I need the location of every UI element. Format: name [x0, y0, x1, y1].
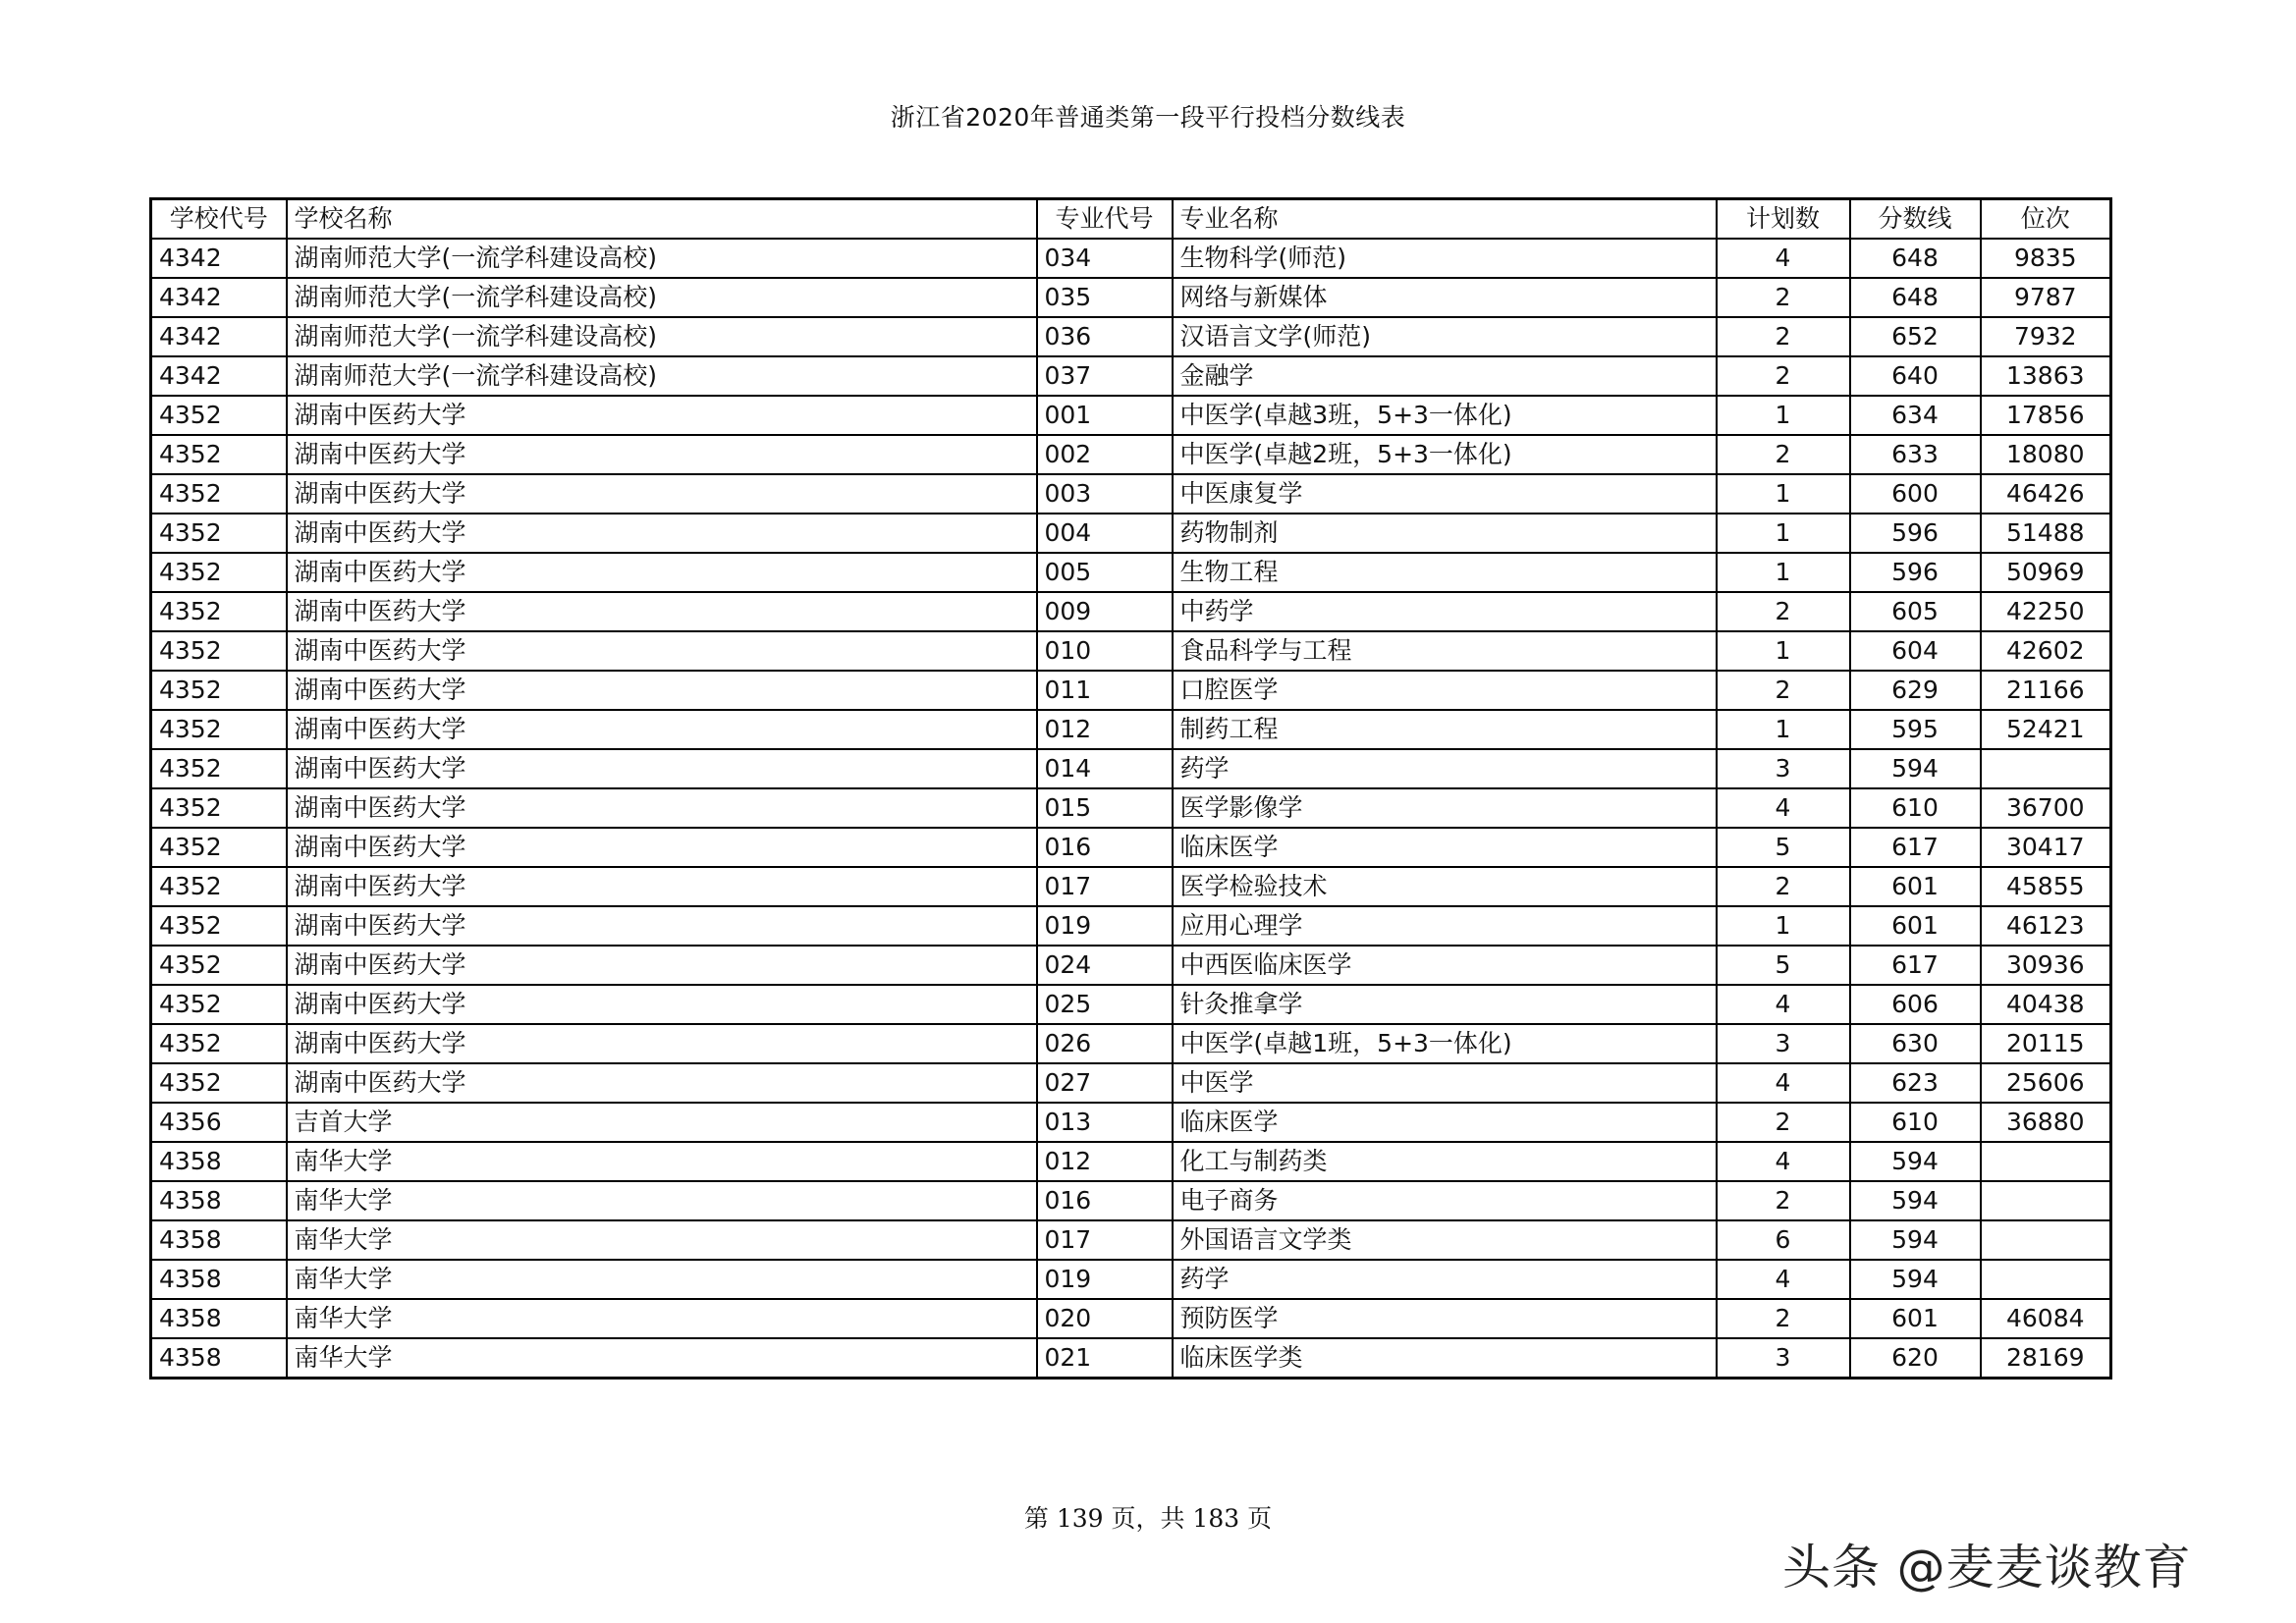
plan-count-cell: 4 [1717, 788, 1850, 828]
plan-count-cell: 4 [1717, 239, 1850, 278]
table-body [151, 239, 2111, 1379]
school-name-cell: 湖南中医药大学 [287, 553, 1037, 592]
major-name-cell: 中西医临床医学 [1173, 946, 1717, 985]
school-code-cell: 4358 [151, 1142, 287, 1181]
major-code-cell: 005 [1037, 553, 1173, 592]
major-name-cell: 临床医学 [1173, 1103, 1717, 1142]
plan-count-cell: 1 [1717, 553, 1850, 592]
major-code-cell: 034 [1037, 239, 1173, 278]
school-name-cell: 湖南师范大学(一流学科建设高校) [287, 278, 1037, 317]
major-name-cell: 临床医学 [1173, 828, 1717, 867]
header-rank: 位次 [1981, 199, 2111, 240]
table-row [151, 1024, 2111, 1063]
school-name-cell: 湖南中医药大学 [287, 946, 1037, 985]
school-name-cell: 南华大学 [287, 1181, 1037, 1220]
score-line-cell: 601 [1850, 867, 1981, 906]
major-code-cell: 021 [1037, 1338, 1173, 1379]
score-line-cell: 640 [1850, 356, 1981, 396]
school-code-cell: 4358 [151, 1260, 287, 1299]
major-name-cell: 金融学 [1173, 356, 1717, 396]
plan-count-cell: 1 [1717, 514, 1850, 553]
table-row [151, 1260, 2111, 1299]
rank-cell: 18080 [1981, 435, 2111, 474]
score-line-cell: 648 [1850, 278, 1981, 317]
school-code-cell: 4352 [151, 474, 287, 514]
school-code-cell: 4352 [151, 671, 287, 710]
major-name-cell: 应用心理学 [1173, 906, 1717, 946]
major-name-cell: 口腔医学 [1173, 671, 1717, 710]
plan-count-cell: 3 [1717, 1338, 1850, 1379]
score-line-cell: 606 [1850, 985, 1981, 1024]
rank-cell: 36700 [1981, 788, 2111, 828]
page-number: 第 139 页，共 183 页 [1023, 1504, 1273, 1533]
major-code-cell: 035 [1037, 278, 1173, 317]
plan-count-cell: 2 [1717, 278, 1850, 317]
score-line-cell: 596 [1850, 514, 1981, 553]
rank-cell: 40438 [1981, 985, 2111, 1024]
school-code-cell: 4352 [151, 710, 287, 749]
score-line-cell: 605 [1850, 592, 1981, 631]
school-code-cell: 4358 [151, 1338, 287, 1379]
plan-count-cell: 1 [1717, 906, 1850, 946]
table-row [151, 710, 2111, 749]
plan-count-cell: 4 [1717, 1142, 1850, 1181]
school-code-cell: 4352 [151, 1063, 287, 1103]
major-name-cell: 电子商务 [1173, 1181, 1717, 1220]
plan-count-cell: 2 [1717, 1103, 1850, 1142]
score-line-cell: 634 [1850, 396, 1981, 435]
plan-count-cell: 2 [1717, 356, 1850, 396]
school-name-cell: 湖南中医药大学 [287, 1024, 1037, 1063]
major-code-cell: 013 [1037, 1103, 1173, 1142]
score-line-cell: 630 [1850, 1024, 1981, 1063]
rank-cell: 50969 [1981, 553, 2111, 592]
major-code-cell: 014 [1037, 749, 1173, 788]
major-name-cell: 药学 [1173, 1260, 1717, 1299]
score-line-cell: 623 [1850, 1063, 1981, 1103]
major-code-cell: 019 [1037, 906, 1173, 946]
rank-cell: 9835 [1981, 239, 2111, 278]
plan-count-cell: 1 [1717, 710, 1850, 749]
rank-cell: 30417 [1981, 828, 2111, 867]
school-code-cell: 4352 [151, 592, 287, 631]
major-name-cell: 化工与制药类 [1173, 1142, 1717, 1181]
table-row [151, 435, 2111, 474]
table-row [151, 906, 2111, 946]
header-plan-count: 计划数 [1717, 199, 1850, 240]
major-name-cell: 外国语言文学类 [1173, 1220, 1717, 1260]
plan-count-cell: 1 [1717, 631, 1850, 671]
school-name-cell: 湖南中医药大学 [287, 671, 1037, 710]
table-row [151, 828, 2111, 867]
major-code-cell: 024 [1037, 946, 1173, 985]
major-code-cell: 026 [1037, 1024, 1173, 1063]
rank-cell: 51488 [1981, 514, 2111, 553]
table-header-row [151, 199, 2111, 240]
major-name-cell: 中医学(卓越2班，5+3一体化) [1173, 435, 1717, 474]
major-code-cell: 019 [1037, 1260, 1173, 1299]
plan-count-cell: 4 [1717, 1063, 1850, 1103]
table-row [151, 592, 2111, 631]
rank-cell [1981, 1220, 2111, 1260]
major-code-cell: 020 [1037, 1299, 1173, 1338]
major-name-cell: 汉语言文学(师范) [1173, 317, 1717, 356]
major-name-cell: 中医学 [1173, 1063, 1717, 1103]
table-row [151, 356, 2111, 396]
table-row [151, 788, 2111, 828]
score-line-cell: 601 [1850, 1299, 1981, 1338]
major-name-cell: 中医康复学 [1173, 474, 1717, 514]
school-name-cell: 南华大学 [287, 1260, 1037, 1299]
school-code-cell: 4342 [151, 239, 287, 278]
table-row [151, 278, 2111, 317]
rank-cell [1981, 1142, 2111, 1181]
score-line-cell: 594 [1850, 1220, 1981, 1260]
plan-count-cell: 2 [1717, 1181, 1850, 1220]
school-code-cell: 4352 [151, 985, 287, 1024]
major-code-cell: 027 [1037, 1063, 1173, 1103]
plan-count-cell: 2 [1717, 867, 1850, 906]
table-row [151, 474, 2111, 514]
score-line-cell: 596 [1850, 553, 1981, 592]
school-code-cell: 4352 [151, 828, 287, 867]
rank-cell [1981, 1260, 2111, 1299]
major-name-cell: 制药工程 [1173, 710, 1717, 749]
plan-count-cell: 3 [1717, 749, 1850, 788]
score-line-cell: 594 [1850, 1260, 1981, 1299]
school-name-cell: 湖南中医药大学 [287, 985, 1037, 1024]
score-line-cell: 617 [1850, 946, 1981, 985]
major-name-cell: 预防医学 [1173, 1299, 1717, 1338]
major-code-cell: 012 [1037, 1142, 1173, 1181]
school-name-cell: 湖南中医药大学 [287, 514, 1037, 553]
table-row [151, 396, 2111, 435]
school-code-cell: 4352 [151, 631, 287, 671]
rank-cell: 28169 [1981, 1338, 2111, 1379]
major-code-cell: 016 [1037, 828, 1173, 867]
school-code-cell: 4356 [151, 1103, 287, 1142]
table-row [151, 1220, 2111, 1260]
major-name-cell: 医学检验技术 [1173, 867, 1717, 906]
table-row [151, 631, 2111, 671]
score-line-cell: 610 [1850, 1103, 1981, 1142]
major-name-cell: 针灸推拿学 [1173, 985, 1717, 1024]
score-line-cell: 648 [1850, 239, 1981, 278]
plan-count-cell: 4 [1717, 1260, 1850, 1299]
table-row [151, 867, 2111, 906]
school-name-cell: 湖南中医药大学 [287, 710, 1037, 749]
rank-cell: 45855 [1981, 867, 2111, 906]
rank-cell: 13863 [1981, 356, 2111, 396]
major-name-cell: 生物工程 [1173, 553, 1717, 592]
table-row [151, 985, 2111, 1024]
plan-count-cell: 2 [1717, 435, 1850, 474]
table-row [151, 1338, 2111, 1379]
school-name-cell: 湖南中医药大学 [287, 749, 1037, 788]
major-code-cell: 016 [1037, 1181, 1173, 1220]
rank-cell: 17856 [1981, 396, 2111, 435]
table-row [151, 239, 2111, 278]
school-code-cell: 4358 [151, 1299, 287, 1338]
school-name-cell: 湖南中医药大学 [287, 435, 1037, 474]
rank-cell: 7932 [1981, 317, 2111, 356]
plan-count-cell: 2 [1717, 1299, 1850, 1338]
rank-cell: 9787 [1981, 278, 2111, 317]
school-name-cell: 湖南师范大学(一流学科建设高校) [287, 317, 1037, 356]
school-name-cell: 湖南中医药大学 [287, 906, 1037, 946]
major-code-cell: 004 [1037, 514, 1173, 553]
major-code-cell: 009 [1037, 592, 1173, 631]
major-code-cell: 015 [1037, 788, 1173, 828]
rank-cell [1981, 1181, 2111, 1220]
rank-cell: 20115 [1981, 1024, 2111, 1063]
plan-count-cell: 1 [1717, 474, 1850, 514]
score-line-cell: 594 [1850, 1142, 1981, 1181]
plan-count-cell: 2 [1717, 317, 1850, 356]
score-line-cell: 620 [1850, 1338, 1981, 1379]
table-row [151, 671, 2111, 710]
rank-cell: 46426 [1981, 474, 2111, 514]
major-code-cell: 025 [1037, 985, 1173, 1024]
plan-count-cell: 6 [1717, 1220, 1850, 1260]
table-row [151, 1181, 2111, 1220]
major-name-cell: 临床医学类 [1173, 1338, 1717, 1379]
school-name-cell: 南华大学 [287, 1338, 1037, 1379]
school-code-cell: 4352 [151, 396, 287, 435]
school-code-cell: 4358 [151, 1220, 287, 1260]
school-code-cell: 4342 [151, 356, 287, 396]
table-row [151, 514, 2111, 553]
major-code-cell: 017 [1037, 1220, 1173, 1260]
school-name-cell: 南华大学 [287, 1299, 1037, 1338]
table-row [151, 317, 2111, 356]
major-code-cell: 017 [1037, 867, 1173, 906]
school-code-cell: 4352 [151, 867, 287, 906]
school-name-cell: 湖南中医药大学 [287, 1063, 1037, 1103]
table-row [151, 946, 2111, 985]
school-name-cell: 湖南中医药大学 [287, 828, 1037, 867]
school-code-cell: 4342 [151, 278, 287, 317]
score-line-cell: 610 [1850, 788, 1981, 828]
school-code-cell: 4352 [151, 553, 287, 592]
major-name-cell: 药物制剂 [1173, 514, 1717, 553]
score-table [149, 197, 2112, 1380]
header-major-code: 专业代号 [1037, 199, 1173, 240]
school-name-cell: 湖南中医药大学 [287, 396, 1037, 435]
score-line-cell: 594 [1850, 749, 1981, 788]
school-code-cell: 4352 [151, 946, 287, 985]
plan-count-cell: 2 [1717, 671, 1850, 710]
score-line-cell: 594 [1850, 1181, 1981, 1220]
school-code-cell: 4352 [151, 749, 287, 788]
major-name-cell: 中医学(卓越3班，5+3一体化) [1173, 396, 1717, 435]
watermark: 头条 @麦麦谈教育 [1782, 1540, 2192, 1596]
major-name-cell: 中医学(卓越1班，5+3一体化) [1173, 1024, 1717, 1063]
table-row [151, 1142, 2111, 1181]
plan-count-cell: 4 [1717, 985, 1850, 1024]
plan-count-cell: 5 [1717, 828, 1850, 867]
table-row [151, 553, 2111, 592]
table-row [151, 1063, 2111, 1103]
rank-cell: 42602 [1981, 631, 2111, 671]
major-name-cell: 中药学 [1173, 592, 1717, 631]
score-line-cell: 629 [1850, 671, 1981, 710]
major-name-cell: 医学影像学 [1173, 788, 1717, 828]
plan-count-cell: 3 [1717, 1024, 1850, 1063]
major-code-cell: 010 [1037, 631, 1173, 671]
school-name-cell: 南华大学 [287, 1220, 1037, 1260]
rank-cell: 30936 [1981, 946, 2111, 985]
score-line-cell: 633 [1850, 435, 1981, 474]
major-code-cell: 012 [1037, 710, 1173, 749]
plan-count-cell: 2 [1717, 592, 1850, 631]
header-score-line: 分数线 [1850, 199, 1981, 240]
rank-cell: 21166 [1981, 671, 2111, 710]
school-name-cell: 湖南中医药大学 [287, 592, 1037, 631]
school-name-cell: 吉首大学 [287, 1103, 1037, 1142]
major-code-cell: 037 [1037, 356, 1173, 396]
major-code-cell: 002 [1037, 435, 1173, 474]
score-line-cell: 652 [1850, 317, 1981, 356]
school-name-cell: 南华大学 [287, 1142, 1037, 1181]
major-name-cell: 生物科学(师范) [1173, 239, 1717, 278]
rank-cell: 46084 [1981, 1299, 2111, 1338]
school-code-cell: 4352 [151, 906, 287, 946]
major-name-cell: 网络与新媒体 [1173, 278, 1717, 317]
school-code-cell: 4352 [151, 788, 287, 828]
school-name-cell: 湖南中医药大学 [287, 788, 1037, 828]
school-code-cell: 4358 [151, 1181, 287, 1220]
major-name-cell: 药学 [1173, 749, 1717, 788]
school-name-cell: 湖南师范大学(一流学科建设高校) [287, 356, 1037, 396]
document-title: 浙江省2020年普通类第一段平行投档分数线表 [890, 103, 1406, 132]
school-code-cell: 4352 [151, 435, 287, 474]
major-code-cell: 001 [1037, 396, 1173, 435]
school-name-cell: 湖南中医药大学 [287, 631, 1037, 671]
school-name-cell: 湖南中医药大学 [287, 474, 1037, 514]
rank-cell: 42250 [1981, 592, 2111, 631]
rank-cell: 46123 [1981, 906, 2111, 946]
school-name-cell: 湖南师范大学(一流学科建设高校) [287, 239, 1037, 278]
major-name-cell: 食品科学与工程 [1173, 631, 1717, 671]
score-line-cell: 604 [1850, 631, 1981, 671]
major-code-cell: 036 [1037, 317, 1173, 356]
table-row [151, 1299, 2111, 1338]
header-major-name: 专业名称 [1173, 199, 1717, 240]
score-line-cell: 595 [1850, 710, 1981, 749]
rank-cell: 36880 [1981, 1103, 2111, 1142]
school-code-cell: 4342 [151, 317, 287, 356]
plan-count-cell: 5 [1717, 946, 1850, 985]
header-school-name: 学校名称 [287, 199, 1037, 240]
major-code-cell: 003 [1037, 474, 1173, 514]
rank-cell [1981, 749, 2111, 788]
school-code-cell: 4352 [151, 1024, 287, 1063]
header-school-code: 学校代号 [151, 199, 287, 240]
school-name-cell: 湖南中医药大学 [287, 867, 1037, 906]
score-line-cell: 600 [1850, 474, 1981, 514]
school-code-cell: 4352 [151, 514, 287, 553]
plan-count-cell: 1 [1717, 396, 1850, 435]
rank-cell: 25606 [1981, 1063, 2111, 1103]
major-code-cell: 011 [1037, 671, 1173, 710]
table-row [151, 1103, 2111, 1142]
score-line-cell: 601 [1850, 906, 1981, 946]
table-row [151, 749, 2111, 788]
rank-cell: 52421 [1981, 710, 2111, 749]
score-line-cell: 617 [1850, 828, 1981, 867]
